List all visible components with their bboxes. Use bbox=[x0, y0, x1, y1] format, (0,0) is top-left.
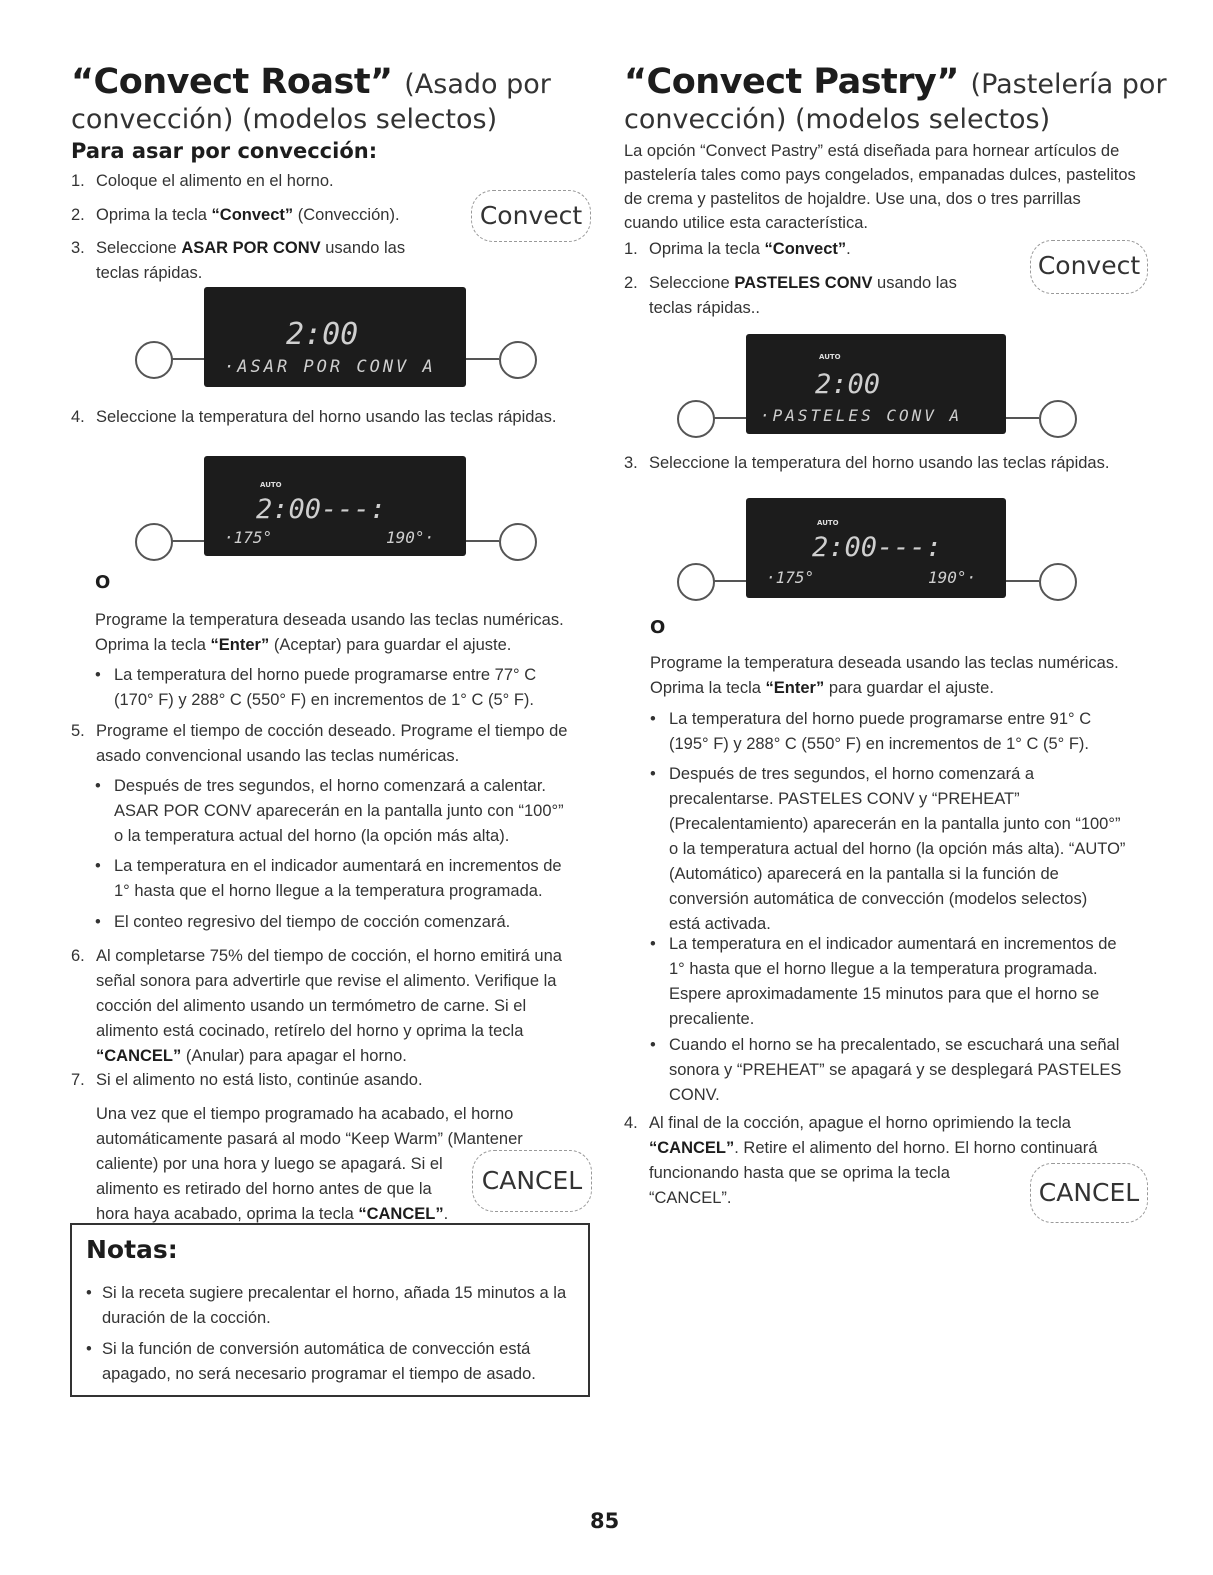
step-text: Al final de la cocción, apague el horno oprimiendo la tecla bbox=[649, 1114, 1071, 1132]
bullet-line: (195° F) y 288° C (550° F) en incrementos de 1° C (5° F). bbox=[669, 735, 1089, 753]
enter-key-name: “Enter” bbox=[210, 636, 270, 654]
step-2 bbox=[624, 271, 1004, 321]
paragraph-line: hora haya acabado, oprima la tecla bbox=[96, 1205, 359, 1223]
step-4 bbox=[71, 405, 591, 430]
bullet-dot: • bbox=[650, 1036, 656, 1054]
bullet-line: El conteo regresivo del tiempo de cocción comenzará. bbox=[114, 913, 511, 931]
bullet-dot: • bbox=[650, 710, 656, 728]
program-paragraph bbox=[650, 651, 1170, 701]
bullet-line: CONV. bbox=[669, 1086, 720, 1104]
bullet-line: La temperatura en el indicador aumentará en incrementos de bbox=[669, 935, 1117, 953]
bullet-line: o la temperatura actual del horno (la opción más alta). “AUTO” bbox=[669, 840, 1126, 858]
paragraph-line: cuando utilice esta característica. bbox=[624, 214, 868, 232]
bullet-line: está activada. bbox=[669, 915, 771, 933]
step-text: “CANCEL”. bbox=[649, 1189, 732, 1207]
step-number: 2. bbox=[624, 274, 638, 292]
display-knob-right bbox=[1039, 400, 1077, 438]
paragraph-line: caliente) por una hora y luego se apagará. Si el bbox=[96, 1155, 443, 1173]
oven-display-pastry-mode bbox=[677, 330, 1081, 440]
step-text: Seleccione la temperatura del horno usando las teclas rápidas. bbox=[96, 408, 557, 426]
connector-line bbox=[171, 540, 204, 542]
step-number: 4. bbox=[71, 408, 85, 426]
section-title-convect-roast bbox=[71, 62, 551, 102]
notes-title: Notas: bbox=[86, 1235, 178, 1264]
program-paragraph bbox=[95, 608, 595, 658]
step-text: teclas rápidas.. bbox=[649, 299, 760, 317]
bullet-preheat bbox=[95, 774, 595, 849]
step-2 bbox=[71, 203, 471, 228]
bullet-temp-range bbox=[95, 663, 595, 713]
display-mode-text: ·PASTELES CONV A bbox=[760, 406, 963, 425]
bullet-line: Después de tres segundos, el horno comenzará a calentar. bbox=[114, 777, 547, 795]
step-key-name: “Convect” bbox=[211, 206, 294, 224]
connector-line bbox=[1006, 580, 1039, 582]
bullet-dot: • bbox=[95, 857, 101, 875]
step-text: alimento está cocinado, retírelo del horno y oprima la tecla bbox=[96, 1022, 524, 1040]
step-text: Coloque el alimento en el horno. bbox=[96, 172, 334, 190]
step-3 bbox=[624, 451, 1164, 476]
step-text: Al completarse 75% del tiempo de cocción, el horno emitirá una bbox=[96, 947, 562, 965]
step-text: cocción del alimento usando un termómetro de carne. Si el bbox=[96, 997, 527, 1015]
enter-key-name: “Enter” bbox=[765, 679, 825, 697]
oven-display-temperature bbox=[135, 452, 539, 562]
bullet-dot: • bbox=[86, 1340, 92, 1358]
paragraph-line: La opción “Convect Pastry” está diseñada para hornear artículos de bbox=[624, 142, 1120, 160]
cancel-key-name: “CANCEL” bbox=[358, 1205, 444, 1223]
connector-line bbox=[171, 358, 204, 360]
paragraph-line: . bbox=[443, 1205, 449, 1223]
paragraph-line: Oprima la tecla bbox=[650, 679, 766, 697]
oven-display-temperature bbox=[677, 496, 1081, 606]
note-line: Si la función de conversión automática de convección está bbox=[102, 1340, 531, 1358]
bullet-line: (Precalentamiento) aparecerán en la pantalla junto con “100°” bbox=[669, 815, 1121, 833]
intro-paragraph bbox=[624, 139, 1164, 235]
bullet-line: precaliente. bbox=[669, 1010, 755, 1028]
bullet-line: Espere aproximadamente 15 minutos para que el horno se bbox=[669, 985, 1100, 1003]
bullet-temp-increase bbox=[95, 854, 595, 904]
display-screen bbox=[746, 498, 1006, 598]
cancel-key: CANCEL bbox=[472, 1150, 592, 1212]
bullet-line: Cuando el horno se ha precalentado, se escuchará una señal bbox=[669, 1036, 1120, 1054]
step-option-name: PASTELES CONV bbox=[734, 274, 873, 292]
display-knob-left bbox=[677, 400, 715, 438]
cancel-key-name: “CANCEL” bbox=[96, 1047, 182, 1065]
step-number: 2. bbox=[71, 206, 85, 224]
display-temp-c: ·175° bbox=[766, 568, 815, 587]
paragraph-line: automáticamente pasará al modo “Keep Warm” (Mantener bbox=[96, 1130, 523, 1148]
bullet-temp-range bbox=[650, 707, 1170, 757]
display-screen bbox=[746, 334, 1006, 434]
step-5 bbox=[71, 719, 591, 769]
bullet-line: conversión automática de convección (modelos selectos) bbox=[669, 890, 1088, 908]
title-bold: “Convect Roast” bbox=[71, 62, 393, 102]
notes-box bbox=[70, 1223, 590, 1397]
bullet-dot: • bbox=[86, 1284, 92, 1302]
step-number: 3. bbox=[624, 454, 638, 472]
page-number: 85 bbox=[590, 1509, 620, 1533]
bullet-dot: • bbox=[650, 935, 656, 953]
step-number: 1. bbox=[71, 172, 85, 190]
bullet-line: La temperatura del horno puede programarse entre 77° C bbox=[114, 666, 537, 684]
connector-line bbox=[713, 417, 746, 419]
step-3 bbox=[71, 236, 451, 286]
bullet-line: sonora y “PREHEAT” se apagará y se desplegará PASTELES bbox=[669, 1061, 1122, 1079]
bullet-dot: • bbox=[95, 913, 101, 931]
bullet-temp-increase bbox=[650, 932, 1170, 1032]
display-temp-f: 190°· bbox=[386, 528, 435, 547]
step-text: usando las bbox=[872, 274, 957, 292]
paragraph-line: pastelería tales como pays congelados, empanadas dulces, pastelitos bbox=[624, 166, 1136, 184]
display-auto-label: AUTO bbox=[819, 353, 841, 361]
bullet-line: 1° hasta que el horno llegue a la temperatura programada. bbox=[114, 882, 543, 900]
step-6 bbox=[71, 944, 591, 1069]
step-number: 4. bbox=[624, 1114, 638, 1132]
section-title-line2: convección) (modelos selectos) bbox=[71, 104, 498, 135]
connector-line bbox=[713, 580, 746, 582]
or-label: O bbox=[650, 617, 666, 638]
display-time: 2:00 bbox=[286, 317, 359, 352]
step-text: Oprima la tecla bbox=[649, 240, 765, 258]
bullet-line: Después de tres segundos, el horno comenzará a bbox=[669, 765, 1035, 783]
title-rest: (Pastelería por bbox=[970, 69, 1167, 100]
step-text: señal sonora para advertirle que revise el alimento. Verifique la bbox=[96, 972, 557, 990]
step-number: 7. bbox=[71, 1071, 85, 1089]
bullet-dot: • bbox=[95, 777, 101, 795]
or-label: O bbox=[95, 572, 111, 593]
connector-line bbox=[466, 358, 499, 360]
step-text: usando las bbox=[320, 239, 406, 257]
paragraph-line: Programe la temperatura deseada usando las teclas numéricas. bbox=[95, 611, 564, 629]
display-temp-f: 190°· bbox=[928, 568, 977, 587]
bullet-preheat bbox=[650, 762, 1170, 937]
title-rest: (Asado por bbox=[404, 69, 551, 100]
step-text: Programe el tiempo de cocción deseado. Programe el tiempo de bbox=[96, 722, 568, 740]
bullet-preheated bbox=[650, 1033, 1170, 1108]
cancel-key-name: “CANCEL” bbox=[649, 1139, 735, 1157]
bullet-countdown bbox=[95, 910, 595, 935]
display-time: 2:00---: bbox=[256, 494, 387, 525]
step-text: . bbox=[846, 240, 851, 258]
bullet-line: (170° F) y 288° C (550° F) en incrementos de 1° C (5° F). bbox=[114, 691, 534, 709]
bullet-dot: • bbox=[650, 765, 656, 783]
display-knob-right bbox=[1039, 563, 1077, 601]
title-bold: “Convect Pastry” bbox=[624, 62, 959, 102]
display-knob-left bbox=[135, 341, 173, 379]
step-number: 6. bbox=[71, 947, 85, 965]
display-knob-right bbox=[499, 523, 537, 561]
bullet-dot: • bbox=[95, 666, 101, 684]
step-text: Si el alimento no está listo, continúe asando. bbox=[96, 1071, 423, 1089]
paragraph-line: Oprima la tecla bbox=[95, 636, 211, 654]
convect-key: Convect bbox=[1030, 240, 1148, 294]
cancel-key: CANCEL bbox=[1030, 1163, 1148, 1223]
note-preheat bbox=[86, 1281, 576, 1331]
bullet-line: o la temperatura actual del horno (la opción más alta). bbox=[114, 827, 510, 845]
step-text: (Anular) para apagar el horno. bbox=[181, 1047, 407, 1065]
paragraph-line: Una vez que el tiempo programado ha acabado, el horno bbox=[96, 1105, 514, 1123]
step-text: Seleccione bbox=[96, 239, 182, 257]
step-7 bbox=[71, 1068, 591, 1093]
note-line: duración de la cocción. bbox=[102, 1309, 271, 1327]
display-screen bbox=[204, 456, 466, 556]
section-title-convect-pastry bbox=[624, 62, 1167, 102]
bullet-line: 1° hasta que el horno llegue a la temperatura programada. bbox=[669, 960, 1098, 978]
convect-key: Convect bbox=[471, 190, 591, 242]
bullet-line: precalentarse. PASTELES CONV y “PREHEAT” bbox=[669, 790, 1020, 808]
display-knob-left bbox=[135, 523, 173, 561]
step-number: 5. bbox=[71, 722, 85, 740]
paragraph-line: alimento es retirado del horno antes de que la bbox=[96, 1180, 432, 1198]
note-auto-conversion bbox=[86, 1337, 576, 1387]
step-text: (Convección). bbox=[293, 206, 400, 224]
note-line: apagado, no será necesario programar el tiempo de asado. bbox=[102, 1365, 536, 1383]
display-time: 2:00 bbox=[815, 369, 881, 400]
bullet-line: La temperatura en el indicador aumentará en incrementos de bbox=[114, 857, 562, 875]
step-number: 1. bbox=[624, 240, 638, 258]
paragraph-line: (Aceptar) para guardar el ajuste. bbox=[269, 636, 512, 654]
paragraph-line: Programe la temperatura deseada usando las teclas numéricas. bbox=[650, 654, 1119, 672]
connector-line bbox=[466, 540, 499, 542]
step-text: Seleccione bbox=[649, 274, 735, 292]
step-number: 3. bbox=[71, 239, 85, 257]
display-mode-text: ·ASAR POR CONV A bbox=[224, 357, 436, 377]
section-title-line2: convección) (modelos selectos) bbox=[624, 104, 1051, 135]
bullet-line: La temperatura del horno puede programarse entre 91° C bbox=[669, 710, 1092, 728]
display-knob-left bbox=[677, 563, 715, 601]
display-temp-c: ·175° bbox=[224, 528, 273, 547]
display-auto-label: AUTO bbox=[260, 481, 282, 489]
section-subtitle: Para asar por convección: bbox=[71, 139, 378, 163]
step-option-name: ASAR POR CONV bbox=[181, 239, 321, 257]
step-text: asado convencional usando las teclas numéricas. bbox=[96, 747, 460, 765]
step-1 bbox=[624, 237, 1004, 262]
step-text: . Retire el alimento del horno. El horno continuará bbox=[734, 1139, 1098, 1157]
display-knob-right bbox=[499, 341, 537, 379]
paragraph-line: para guardar el ajuste. bbox=[824, 679, 994, 697]
bullet-line: (Automático) aparecerá en la pantalla si la función de bbox=[669, 865, 1059, 883]
note-line: Si la receta sugiere precalentar el horno, añada 15 minutos a la bbox=[102, 1284, 567, 1302]
step-text: funcionando hasta que se oprima la tecla bbox=[649, 1164, 950, 1182]
paragraph-line: de crema y pastelitos de hojaldre. Use una, dos o tres parrillas bbox=[624, 190, 1081, 208]
display-time: 2:00---: bbox=[812, 532, 943, 563]
step-text: teclas rápidas. bbox=[96, 264, 203, 282]
step-key-name: “Convect” bbox=[764, 240, 847, 258]
connector-line bbox=[1006, 417, 1039, 419]
step-text: Oprima la tecla bbox=[96, 206, 212, 224]
oven-display-roast-mode bbox=[135, 285, 539, 395]
step-text: Seleccione la temperatura del horno usando las teclas rápidas. bbox=[649, 454, 1110, 472]
display-screen bbox=[204, 287, 466, 387]
display-auto-label: AUTO bbox=[817, 519, 839, 527]
bullet-line: ASAR POR CONV aparecerán en la pantalla junto con “100°” bbox=[114, 802, 564, 820]
